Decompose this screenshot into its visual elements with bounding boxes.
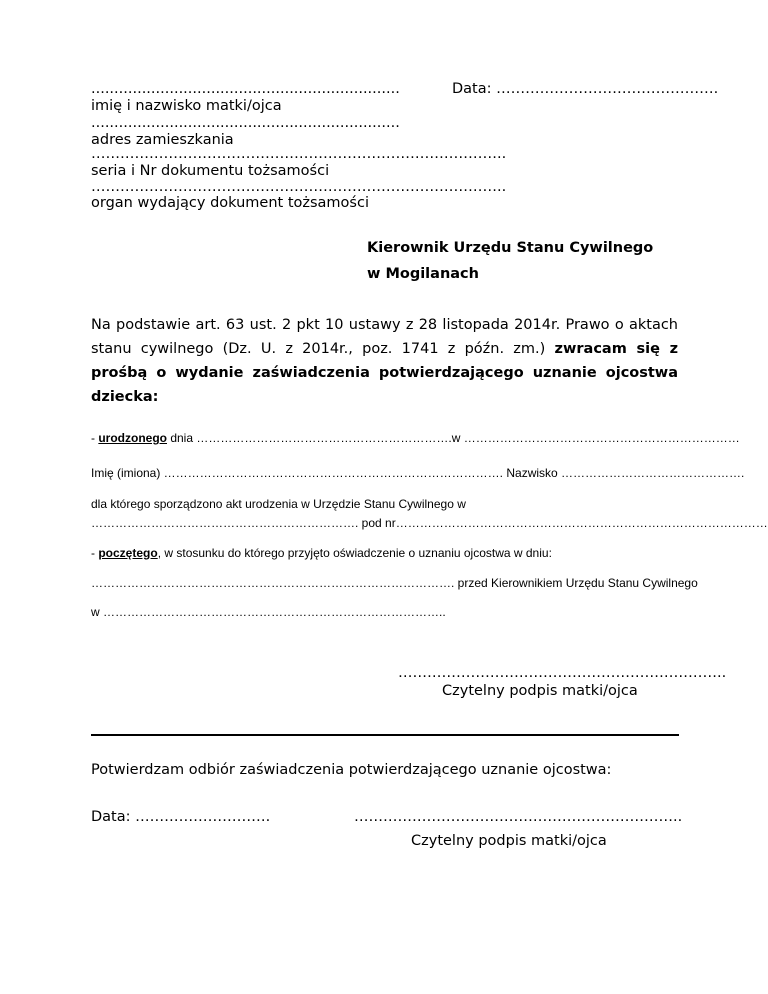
born-act-line: dla którego sporządzono akt urodzenia w Urzędzie Stanu Cywilnego w <box>91 497 466 511</box>
conceived-keyword: poczętego <box>98 546 158 560</box>
parent-name-fill-line: ................................................................... <box>91 81 400 97</box>
born-names-line: Imię (imiona) …………………………………………………………………………. Nazwisko ………………………………………. <box>91 466 745 480</box>
born-date-place: dnia ……………………………………………………….w …………………………………………………………… <box>167 431 740 445</box>
born-keyword: urodzonego <box>98 431 167 445</box>
conceived-line <box>91 546 552 560</box>
address-fill-line: ................................................................... <box>91 115 400 131</box>
address-label: adres zamieszkania <box>91 132 234 148</box>
born-date-line <box>91 431 740 445</box>
request-line-4: dziecka: <box>91 389 159 405</box>
receipt-confirmation: Potwierdzam odbiór zaświadczenia potwierdzającego uznanie ojcostwa: <box>91 762 612 778</box>
section-divider <box>91 734 679 736</box>
signature-fill-line: ………………………………………………………….. <box>398 665 727 681</box>
receipt-signature-fill-line: ………………………………………………………….. <box>354 809 683 825</box>
conceived-declaration-text: , w stosunku do którego przyjęto oświadczenie o uznaniu ojcostwa w dniu: <box>157 546 552 560</box>
signature-label: Czytelny podpis matki/ojca <box>442 683 638 699</box>
addressee-title: Kierownik Urzędu Stanu Cywilnego <box>367 240 654 256</box>
date-field: Data: ………………………………………. <box>452 81 719 97</box>
request-line-1: Na podstawie art. 63 ust. 2 pkt 10 ustawy z 28 listopada 2014r. Prawo o aktach <box>91 317 678 333</box>
document-label: seria i Nr dokumentu tożsamości <box>91 163 330 179</box>
request-paragraph <box>91 313 678 409</box>
receipt-date-field: Data: ………………………. <box>91 809 271 825</box>
conceived-dash: - <box>91 546 99 560</box>
conceived-fill-line: ………………………………………………………………………………. przed Kierownikiem Urzędu Stanu Cywilnego <box>91 576 698 590</box>
request-line-2 <box>91 337 678 361</box>
legal-basis-text: stanu cywilnego (Dz. U. z 2014r., poz. 1741 z późn. zm.) <box>91 341 546 357</box>
issuer-label: organ wydający dokument tożsamości <box>91 195 369 211</box>
parent-name-label: imię i nazwisko matki/ojca <box>91 98 282 114</box>
born-act-fill-line: …………………………………………………………. pod nr………………………………………………………………………………… <box>91 516 768 530</box>
request-bold-start: zwracam się z <box>554 341 679 357</box>
addressee-location: w Mogilanach <box>367 266 479 282</box>
request-line-3: prośbą o wydanie zaświadczenia potwierdzającego uznanie ojcostwa <box>91 365 678 381</box>
receipt-signature-label: Czytelny podpis matki/ojca <box>411 833 607 849</box>
born-dash: - <box>91 431 99 445</box>
document-fill-line: ………………………………………………………………………….. <box>91 146 507 162</box>
conceived-place-line: w ………………………………………………………………………….. <box>91 605 446 619</box>
issuer-fill-line: ………………………………………………………………………….. <box>91 179 507 195</box>
